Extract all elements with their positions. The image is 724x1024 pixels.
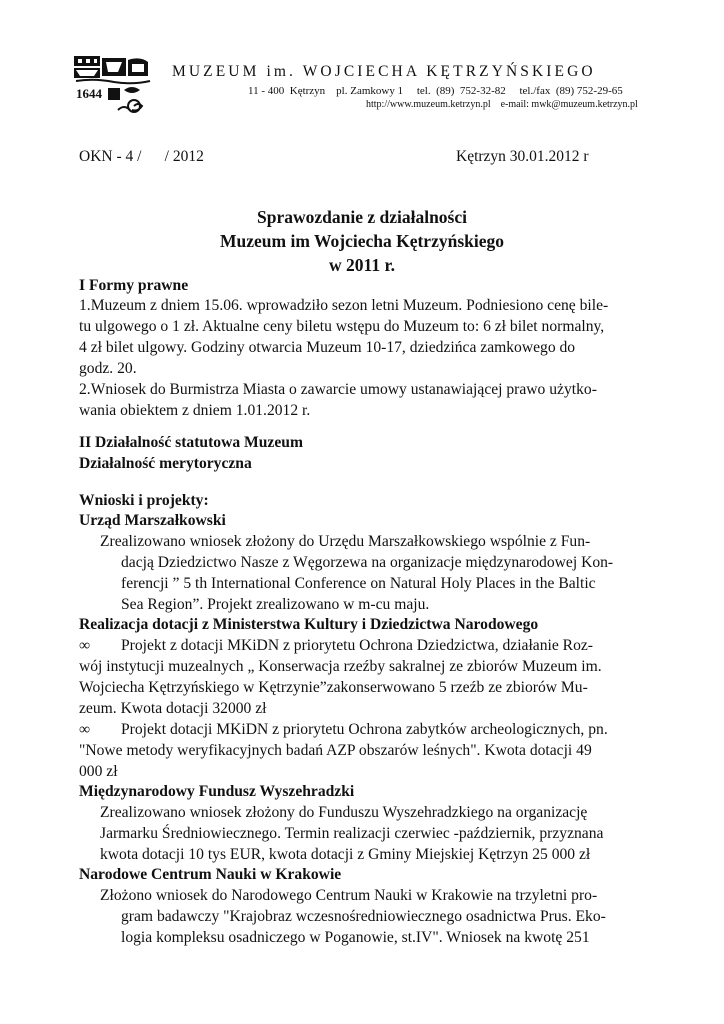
museum-name: MUZEUM im. WOJCIECHA KĘTRZYŃSKIEGO [172,63,596,80]
list-item-line: Projekt z dotacji MKiDN z priorytetu Ochrona Dziedzictwa, działanie Roz- [121,637,593,654]
document-title-line-2: Muzeum im Wojciecha Kętrzyńskiego [220,231,504,251]
list-item-line: zeum. Kwota dotacji 32000 zł [79,700,267,717]
subheading-national-science-centre: Narodowe Centrum Nauki w Krakowie [79,866,342,883]
paragraph-line: Zrealizowano wniosek złożony do Funduszu Wyszehradzkiego na organizację [100,804,588,821]
subheading-ministry-culture: Realizacja dotacji z Ministerstwa Kultury i Dziedzictwa Narodowego [79,616,539,633]
bullet-icon: ∞ [79,637,91,654]
document-title-line-3: w 2011 r. [329,255,395,275]
list-item-line: Projekt dotacji MKiDN z priorytetu Ochrona zabytków archeologicznych, pn. [121,721,608,738]
subheading-substantive-activity: Działalność merytoryczna [79,455,252,472]
section-heading-applications: Wnioski i projekty: [79,492,209,509]
paragraph-line: Sea Region”. Projekt zrealizowano w m-cu maju. [121,596,430,613]
section-heading-legal-forms: I Formy prawne [79,277,189,294]
paragraph-line: logia kompleksu osadniczego w Poganowie, st.IV". Wniosek na kwotę 251 [121,929,590,946]
paragraph-line: gram badawczy "Krajobraz wczesnośredniowiecznego osadnictwa Prus. Eko- [121,908,606,925]
document-title-line-1: Sprawozdanie z działalności [256,207,467,227]
museum-web-contact: http://www.muzeum.ketrzyn.pl e-mail: mwk@muzeum.ketrzyn.pl [366,99,638,110]
paragraph-line: 2.Wniosek do Burmistrza Miasta o zawarcie umowy ustanawiającej prawo użytko- [79,381,597,398]
paragraph-line: Zrealizowano wniosek złożony do Urzędu Marszałkowskiego wspólnie z Fun- [100,533,591,550]
paragraph-line: Złożono wniosek do Narodowego Centrum Nauki w Krakowie na trzyletni pro- [100,887,598,904]
list-item-line: Wojciecha Kętrzyńskiego w Kętrzynie”zakonserwowano 5 rzeźb ze zbiorów Mu- [79,679,588,696]
museum-logo [74,54,154,116]
section-heading-statutory-activity: II Działalność statutowa Muzeum [79,434,303,451]
list-item-line: wój instytucji muzealnych „ Konserwacja rzeźby sakralnej ze zbiorów Muzeum im. [79,658,602,675]
bullet-icon: ∞ [79,721,91,738]
document-reference: OKN - 4 / / 2012 [79,148,204,165]
subheading-marshal-office: Urząd Marszałkowski [79,512,226,529]
paragraph-line: 1.Muzeum z dniem 15.06. wprowadziło sezon letni Muzeum. Podniesiono cenę bile- [79,297,609,314]
paragraph-line: wania obiektem z dniem 1.01.2012 r. [79,402,311,419]
subheading-visegrad-fund: Międzynarodowy Fundusz Wyszehradzki [79,783,355,800]
document-date: Kętrzyn 30.01.2012 r [456,148,589,165]
list-item-line: "Nowe metody weryfikacyjnych badań AZP obszarów leśnych". Kwota dotacji 49 [79,742,592,759]
paragraph-line: Jarmarku Średniowiecznego. Termin realizacji czerwiec -październik, przyznana [100,825,604,842]
paragraph-line: ferencji ” 5 th International Conference on Natural Holy Places in the Baltic [121,575,596,592]
museum-address: 11 - 400 Kętrzyn pl. Zamkowy 1 tel. (89) 752-32-82 tel./fax (89) 752-29-65 [248,85,623,97]
list-item-line: 000 zł [79,763,118,780]
paragraph-line: kwota dotacji 10 tys EUR, kwota dotacji z Gminy Miejskiej Kętrzyn 25 000 zł [100,846,591,863]
logo-year: 1644 [76,86,102,101]
paragraph-line: 4 zł bilet ulgowy. Godziny otwarcia Muzeum 10-17, dziedzińca zamkowego do [79,339,576,356]
paragraph-line: dacją Dziedzictwo Nasze z Węgorzewa na organizacje międzynarodowej Kon- [121,554,614,571]
paragraph-line: godz. 20. [79,360,137,377]
paragraph-line: tu ulgowego o 1 zł. Aktualne ceny biletu wstępu do Muzeum to: 6 zł bilet normalny, [79,318,605,335]
